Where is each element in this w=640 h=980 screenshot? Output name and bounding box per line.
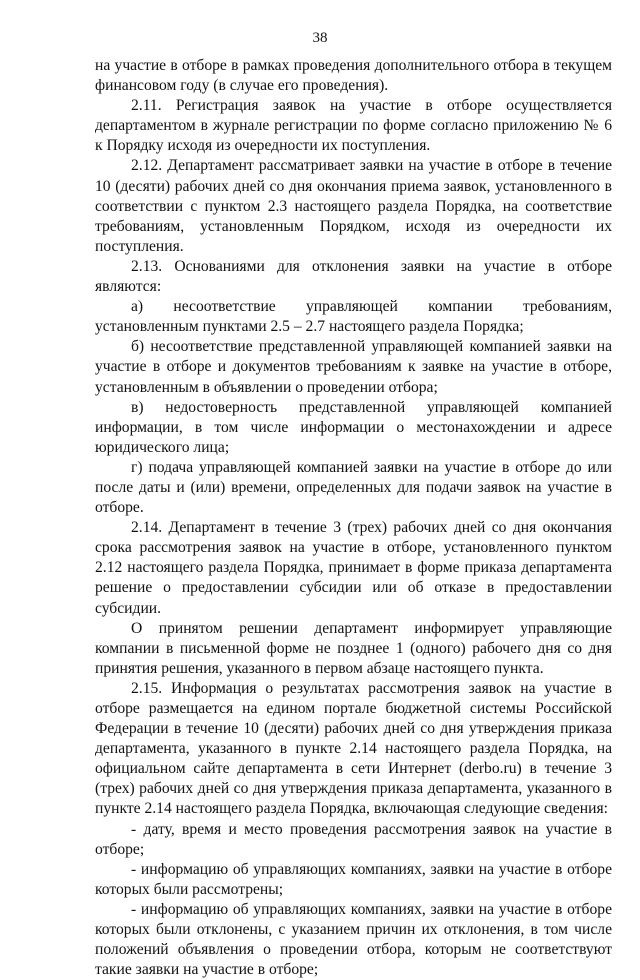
paragraph: 2.13. Основаниями для отклонения заявки на участие в отборе являются: [95,257,612,296]
paragraph: 2.11. Регистрация заявок на участие в отборе осуществляется департаментом в журнале регистрации по форме согласно приложению № 6 к Порядку исходя из очередности их поступления. [95,97,612,155]
paragraph: на участие в отборе в рамках проведения дополнительного отбора в текущем финансовом году (в случае его проведения). [95,57,612,95]
paragraph: - информацию об управляющих компаниях, заявки на участие в отборе которых были отклонены, с указанием причин их отклонения, в том числе положений объявления о проведении отбора, которым не соответствуют такие заявки на участие в отборе; [95,900,612,979]
paragraph: - дату, время и место проведения рассмотрения заявок на участие в отборе; [95,820,612,858]
paragraph: - информацию об управляющих компаниях, заявки на участие в отборе которых были рассмотрены; [95,860,612,898]
paragraph: в) недостоверность представленной управляющей компанией информации, в том числе информации о местонахождении и адресе юридического лица; [95,398,612,456]
paragraph: О принятом решении департамент информирует управляющие компании в письменной форме не позднее 1 (одного) рабочего дня со дня принятия решения, указанного в первом абзаце настоящего пункта. [95,619,612,677]
paragraph: 2.12. Департамент рассматривает заявки на участие в отборе в течение 10 (десяти) рабочих дней со дня окончания приема заявок, установленного в соответствии с пунктом 2.3 настоящего раздела Порядка, на соответствие требованиям, установленным Порядком, исходя из очередности их поступления. [95,157,612,255]
page-number: 38 [312,30,328,46]
paragraph: 2.15. Информация о результатах рассмотрения заявок на участие в отборе размещается на едином портале бюджетной системы Российской Федерации в течение 10 (десяти) рабочих дней со дня утверждения приказа департамента, указанного в пункте 2.14 настоящего раздела Порядка, на официальном сайте департамента в сети Интернет (derbo.ru) в течение 3 (трех) рабочих дней со дня утверждения приказа департамента, указанного в пункте 2.14 настоящего раздела Порядка, включающая следующие сведения: [95,679,612,818]
paragraph: а) несоответствие управляющей компании требованиям, установленным пунктами 2.5 – 2.7 настоящего раздела Порядка; [95,298,612,336]
paragraph: б) несоответствие представленной управляющей компанией заявки на участие в отборе и документов требованиям к заявке на участие в отборе, установленным в объявлении о проведении отбора; [95,338,612,396]
paragraph: г) подача управляющей компанией заявки на участие в отборе до или после даты и (или) времени, определенных для подачи заявок на участие в отборе. [95,458,612,517]
document-body [95,56,612,980]
paragraph: 2.14. Департамент в течение 3 (трех) рабочих дней со дня окончания срока рассмотрения заявок на участие в отборе, установленного пунктом 2.12 настоящего раздела Порядка, принимает в форме приказа департамента решение о предоставлении субсидии или об отказе в предоставлении субсидии. [95,519,612,617]
